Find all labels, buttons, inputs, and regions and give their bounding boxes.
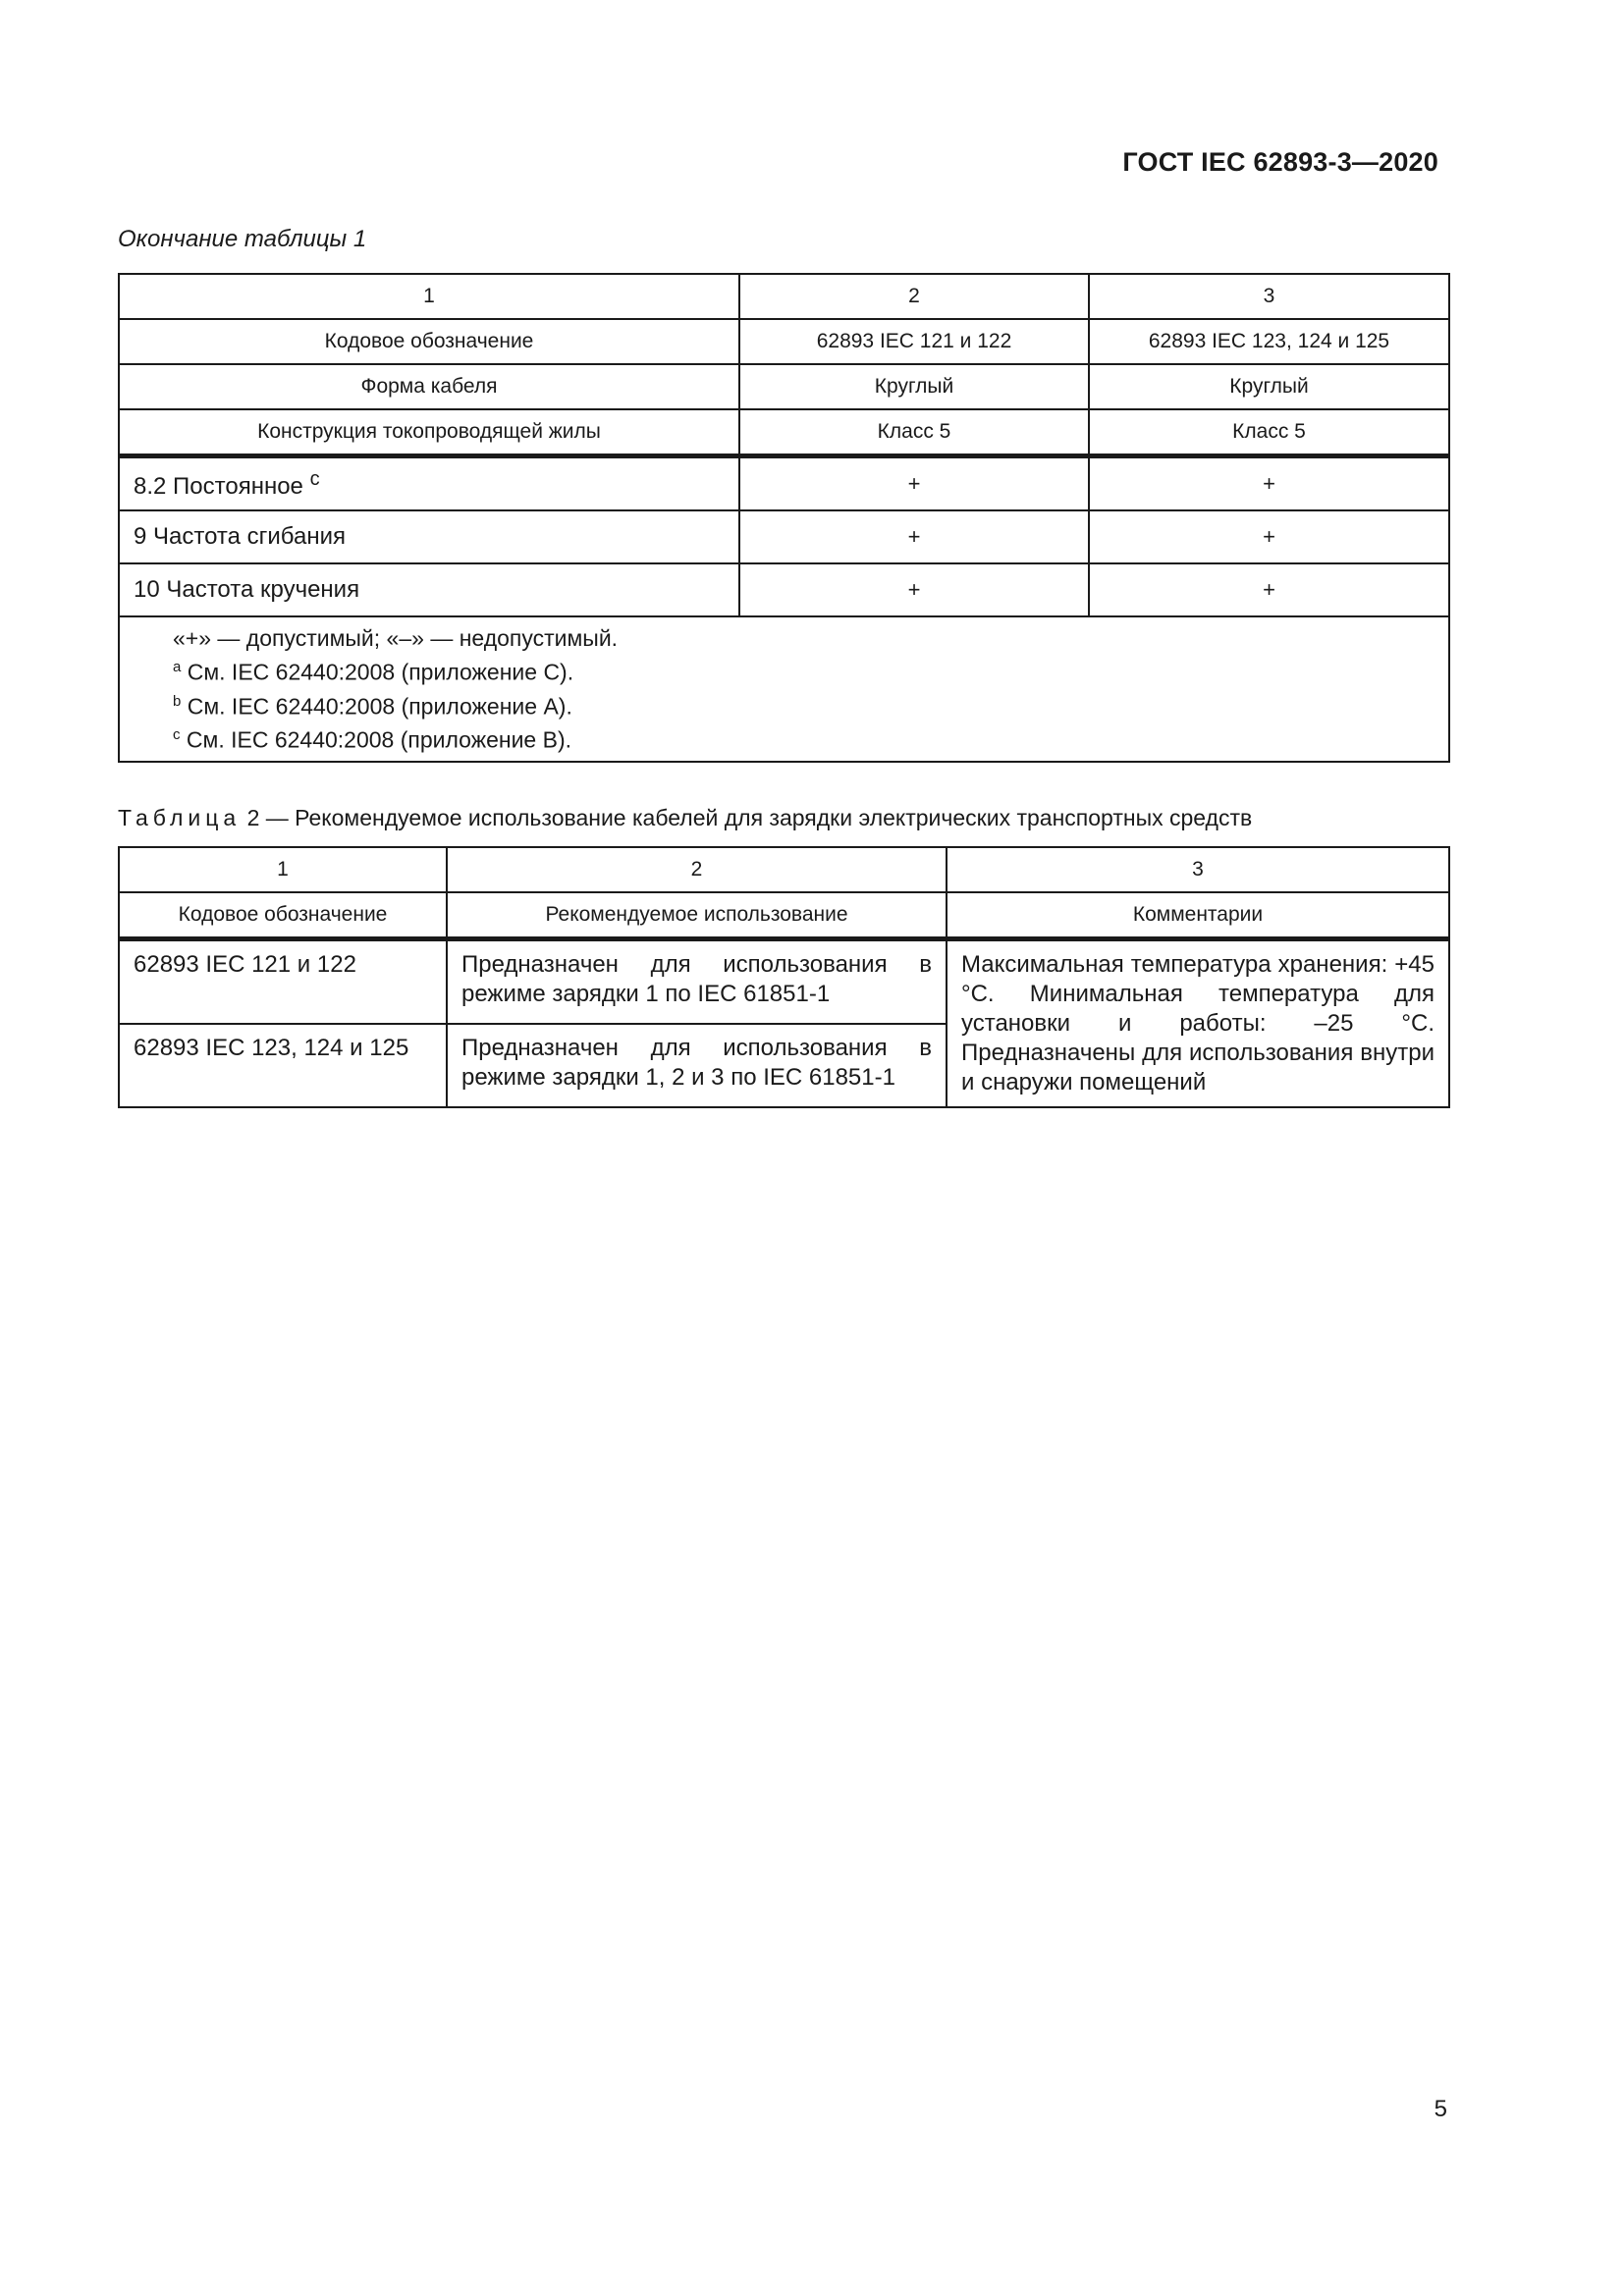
table-cell: 62893 IEC 123, 124 и 125 xyxy=(119,1024,447,1107)
column-number: 2 xyxy=(447,847,947,892)
table-cell: Круглый xyxy=(739,364,1089,409)
table-row xyxy=(119,319,1449,364)
footnote-mark: a xyxy=(173,659,182,675)
column-number: 3 xyxy=(1089,274,1449,319)
table-row xyxy=(119,274,1449,319)
column-number: 1 xyxy=(119,847,447,892)
footnote-mark: b xyxy=(173,692,182,710)
footnote-text: См. IEC 62440:2008 (приложение С). xyxy=(181,659,574,685)
table-row xyxy=(119,563,1449,616)
row-label-text: 8.2 Постоянное xyxy=(134,472,303,500)
table-cell: Круглый xyxy=(1089,364,1449,409)
table-cell: Предназначен для использования в режиме зарядки 1 по IEC 61851-1 xyxy=(447,939,947,1025)
table1 xyxy=(118,273,1450,763)
table-cell: + xyxy=(739,563,1089,616)
table-row xyxy=(119,616,1449,762)
table-cell: + xyxy=(739,510,1089,563)
table-cell: + xyxy=(1089,510,1449,563)
table-cell: 62893 IEC 121 и 122 xyxy=(119,939,447,1025)
table-row xyxy=(119,847,1449,892)
row-label xyxy=(119,456,739,511)
footnote-c xyxy=(173,721,1435,755)
column-header: Кодовое обозначение xyxy=(119,892,447,939)
table2 xyxy=(118,846,1450,1108)
row-label: 9 Частота сгибания xyxy=(119,510,739,563)
column-header: Рекомендуемое использование xyxy=(447,892,947,939)
table-row xyxy=(119,892,1449,939)
table-cell: + xyxy=(1089,563,1449,616)
footnote-b xyxy=(173,687,1435,721)
page-number: 5 xyxy=(1434,2096,1447,2122)
table-cell: Класс 5 xyxy=(1089,409,1449,456)
table-row xyxy=(119,510,1449,563)
document-code: ГОСТ IEC 62893-3—2020 xyxy=(1122,147,1438,177)
table-cell: Конструкция токопроводящей жилы xyxy=(119,409,739,456)
table2-caption xyxy=(118,805,1252,831)
table-cell: 62893 IEC 121 и 122 xyxy=(739,319,1089,364)
table-cell: Кодовое обозначение xyxy=(119,319,739,364)
footnote-mark: c xyxy=(309,467,320,490)
table-cell: Класс 5 xyxy=(739,409,1089,456)
table2-caption-label: Таблица xyxy=(118,805,242,830)
table1-caption: Окончание таблицы 1 xyxy=(118,226,367,252)
column-number: 3 xyxy=(947,847,1449,892)
table-cell: + xyxy=(739,456,1089,511)
column-number: 2 xyxy=(739,274,1089,319)
table-notes xyxy=(119,616,1449,762)
footnote-text: См. IEC 62440:2008 (приложение В). xyxy=(180,726,571,753)
table-row xyxy=(119,364,1449,409)
footnote-a xyxy=(173,653,1435,687)
column-header: Комментарии xyxy=(947,892,1449,939)
table-cell: Предназначен для использования в режиме зарядки 1, 2 и 3 по IEC 61851-1 xyxy=(447,1024,947,1107)
column-number: 1 xyxy=(119,274,739,319)
row-label: 10 Частота кручения xyxy=(119,563,739,616)
footnote-text: См. IEC 62440:2008 (приложение А). xyxy=(181,693,572,720)
table-row xyxy=(119,939,1449,1025)
table2-caption-text: 2 — Рекомендуемое использование кабелей для зарядки электрических транспортных средств xyxy=(241,805,1253,830)
table-cell: 62893 IEC 123, 124 и 125 xyxy=(1089,319,1449,364)
footnote-mark: c xyxy=(173,726,181,744)
table-row xyxy=(119,409,1449,456)
table-row xyxy=(119,456,1449,511)
table-cell: + xyxy=(1089,456,1449,511)
note-legend: «+» — допустимый; «–» — недопустимый. xyxy=(173,625,619,651)
table-cell: Форма кабеля xyxy=(119,364,739,409)
comment-cell: Максимальная температура хранения: +45 °С. Минимальная температура для установки и работы: –25 °С. Предназначены для использования внутри и снаружи помещений xyxy=(947,939,1449,1108)
